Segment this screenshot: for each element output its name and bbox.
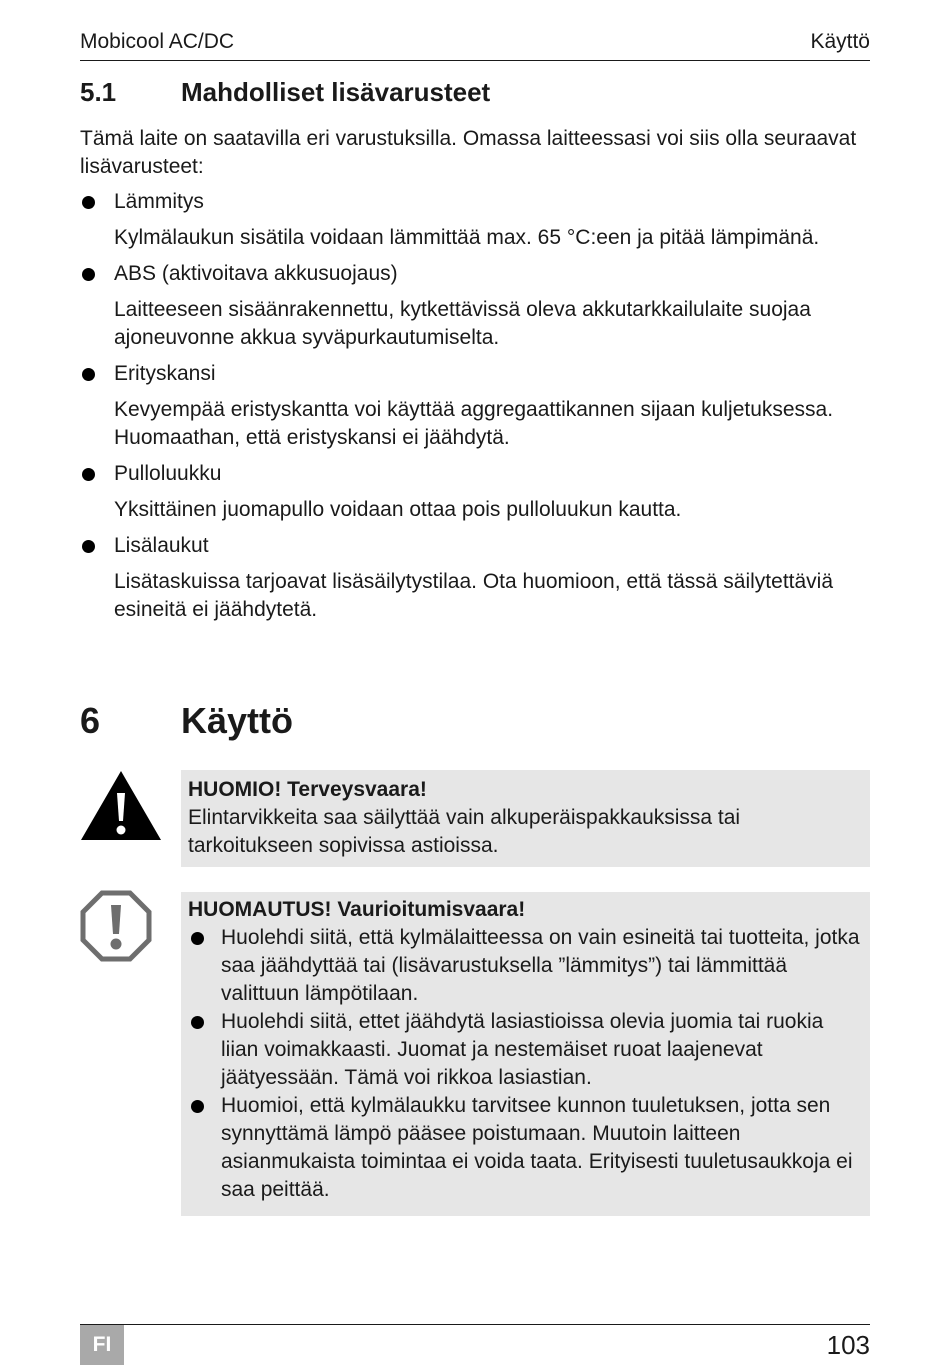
section-number: 5.1 [80,77,117,107]
chapter-title: Käyttö [181,700,294,741]
notice-item-text: Huolehdi siitä, että kylmälaitteessa on vain esineitä tai tuotteita, jotka saa jäähdyttää tai (lisävarustuksella ”lämmitys”) tai lämmittää valittuun lämpötilaan. [221,926,860,1005]
notice-item-text: Huomioi, että kylmälaukku tarvitsee kunnon tuuletuksen, jotta sen synnyttämä lämpö pääsee poistumaan. Muutoin laitteen asianmukaista toimintaa ei voida taata. Erityisesti tuuletusaukkoja ei saa peittää. [221,1094,853,1201]
list-item [80,460,870,524]
header-chapter-name: Käyttö [810,30,870,53]
language-badge: FI [80,1325,124,1365]
list-item [188,1008,862,1092]
page-number: 103 [826,1330,870,1360]
bullet-icon [191,932,204,945]
notice-box [181,892,870,1216]
list-item [80,188,870,252]
accessory-description: Kevyempää eristyskantta voi käyttää aggregaattikannen sijaan kuljetuksessa. Huomaathan, että eristyskansi ei jäähdytä. [114,398,834,449]
accessory-name: Erityskansi [114,362,216,385]
header-product-name: Mobicool AC/DC [80,30,235,53]
list-item [80,532,870,624]
list-item [80,260,870,352]
list-item [80,360,870,452]
bullet-icon [82,540,95,553]
accessory-name: Pulloluukku [114,462,222,485]
warning-triangle-icon [80,770,162,842]
warning-title: HUOMIO! Terveysvaara! [188,778,427,801]
warning-box [181,770,870,867]
warning-text: Elintarvikkeita saa säilyttää vain alkuperäispakkauksissa tai tarkoitukseen sopivissa astioissa. [188,806,741,857]
accessory-name: ABS (aktivoitava akkusuojaus) [114,262,398,285]
accessory-description: Lisätaskuissa tarjoavat lisäsäilytystilaa. Ota huomioon, että tässä säilytettäviä esineitä ei jäähdytetä. [114,570,834,621]
page-header [80,28,870,61]
bullet-icon [82,468,95,481]
accessory-description: Laitteeseen sisäänrakennettu, kytkettävissä oleva akkutarkkailulaite suojaa ajoneuvonne akkua syväpurkautumiselta. [114,298,811,349]
chapter-number: 6 [80,700,101,741]
section-intro: Tämä laite on saatavilla eri varustuksilla. Omassa laitteessasi voi siis olla seuraavat lisävarusteet: [80,127,857,178]
notice-list [188,924,862,1204]
notice-octagon-icon [80,890,152,962]
list-item [188,1092,862,1204]
footer-divider [80,1324,870,1325]
bullet-icon [82,196,95,209]
bullet-icon [82,368,95,381]
bullet-icon [82,268,95,281]
list-item [188,924,862,1008]
notice-title: HUOMAUTUS! Vaurioitumisvaara! [188,898,526,921]
notice-item-text: Huolehdi siitä, ettet jäähdytä lasiastioissa olevia juomia tai ruokia liian voimakkaasti. Juomat ja nestemäiset ruoat laajenevat jäätyessään. Tämä voi rikkoa lasiastian. [221,1010,824,1089]
accessory-description: Kylmälaukun sisätila voidaan lämmittää max. 65 °C:een ja pitää lämpimänä. [114,226,820,249]
section-title: Mahdolliset lisävarusteet [181,77,491,107]
accessory-description: Yksittäinen juomapullo voidaan ottaa pois pulloluukun kautta. [114,498,682,521]
accessory-list [80,188,870,632]
accessory-name: Lämmitys [114,190,204,213]
bullet-icon [191,1100,204,1113]
accessory-name: Lisälaukut [114,534,209,557]
bullet-icon [191,1016,204,1029]
